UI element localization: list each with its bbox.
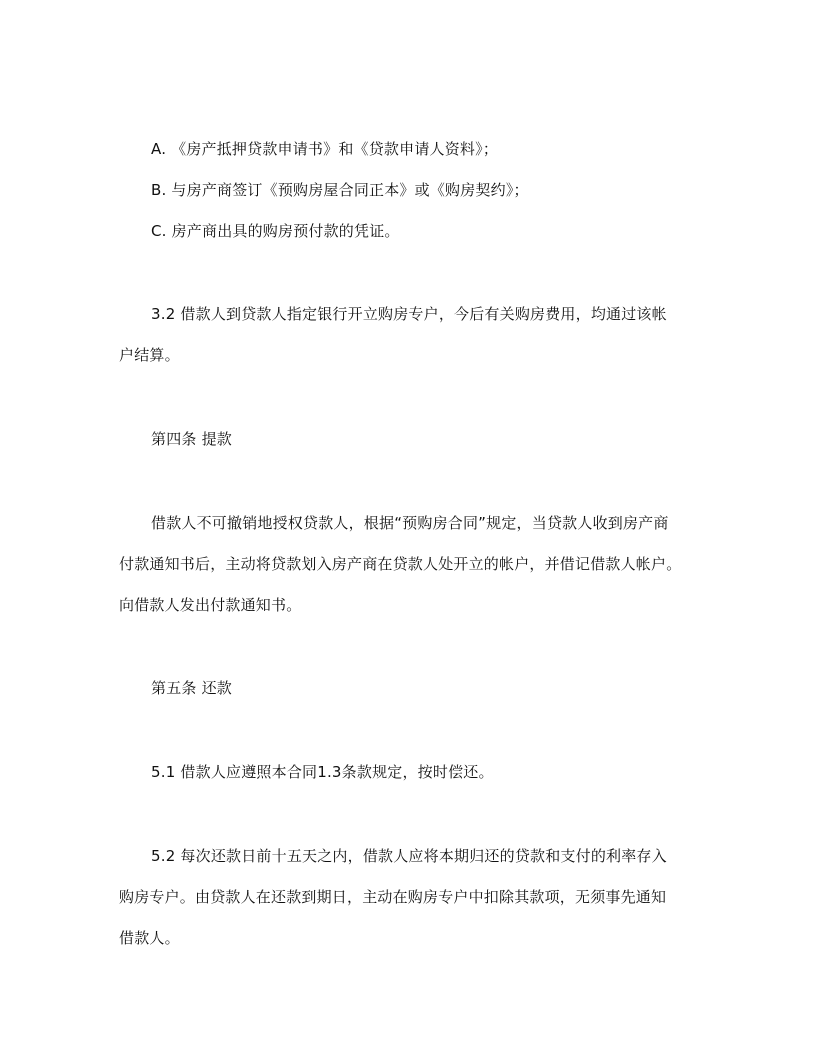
clause-5-2-line-2: 购房专户。由贷款人在还款到期日，主动在购房专户中扣除其款项，无须事先通知 (119, 888, 667, 906)
list-item-b: B. 与房产商签订《预购房屋合同正本》或《购房契约》； (151, 181, 529, 199)
article-4-line-3: 向借款人发出付款通知书。 (119, 596, 302, 614)
clause-5-2-line-3: 借款人。 (119, 929, 180, 947)
article-4-heading: 第四条 提款 (151, 430, 232, 448)
article-4-line-1: 借款人不可撤销地授权贷款人，根据“预购房合同”规定，当贷款人收到房产商 (151, 514, 669, 532)
clause-5-2-line-1: 5.2 每次还款日前十五天之内，借款人应将本期归还的贷款和支付的利率存入 (151, 847, 667, 865)
list-item-c: C. 房产商出具的购房预付款的凭证。 (151, 222, 400, 240)
clause-5-1: 5.1 借款人应遵照本合同1.3条款规定，按时偿还。 (151, 763, 494, 781)
article-5-heading: 第五条 还款 (151, 679, 232, 697)
clause-3-2-line-2: 户结算。 (119, 346, 180, 364)
article-4-line-2: 付款通知书后，主动将贷款划入房产商在贷款人处开立的帐户，并借记借款人帐户。 (119, 555, 682, 573)
list-item-a: A. 《房产抵押贷款申请书》和《贷款申请人资料》； (151, 140, 499, 158)
clause-3-2-line-1: 3.2 借款人到贷款人指定银行开立购房专户，今后有关购房费用，均通过该帐 (151, 305, 667, 323)
